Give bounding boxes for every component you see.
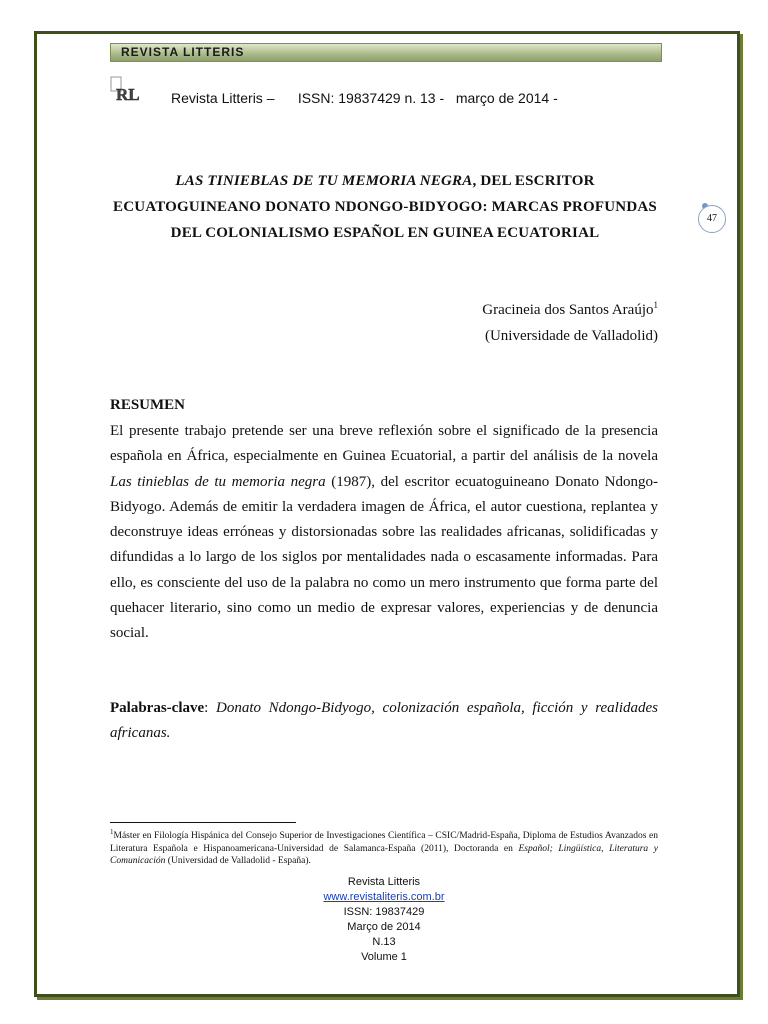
- banner-title: REVISTA LITTERIS: [121, 45, 245, 59]
- author-affiliation: (Universidade de Valladolid): [484, 328, 658, 344]
- colophon: [234, 875, 534, 965]
- abstract-heading: RESUMEN: [110, 397, 186, 413]
- footnote-mark: 1: [110, 828, 114, 836]
- colophon-date: Março de 2014: [347, 921, 421, 933]
- footnote-rule: [110, 822, 296, 823]
- issue-header: Revista Litteris – ISSN: 19837429 n. 13 - março de 2014 -: [171, 90, 558, 106]
- abstract-part-1: El presente trabajo pretende ser una breve reflexión sobre el significado de la presencia española en África, especialmente en Guinea Ecuatorial, a partir del análisis de la novela: [110, 423, 658, 465]
- keywords-separator: :: [204, 700, 216, 716]
- colophon-volume: Volume 1: [361, 951, 407, 963]
- footnote-text-a: Máster en Filología Hispánica del Consejo Superior de Investigaciones Científica – CSIC/Madrid-España, Diploma de Estudios Avanzados en Literatura Española e Hispanoamericana-Universidad de Salamanca-España (2011), Doctoranda en: [110, 831, 658, 854]
- logo-letters: RL: [116, 85, 140, 104]
- journal-website-link[interactable]: www.revistaliteris.com.br: [323, 891, 445, 903]
- keywords-label: Palabras-clave: [110, 700, 205, 716]
- footnote-text-b: (Universidad de Valladolid - España).: [165, 856, 311, 867]
- keywords: [110, 696, 658, 746]
- keywords-values: Donato Ndongo-Bidyogo, colonización española, ficción y realidades africanas.: [110, 700, 658, 741]
- journal-banner: [110, 43, 662, 62]
- colophon-issn: ISSN: 19837429: [343, 906, 425, 918]
- author-footnote-mark[interactable]: 1: [653, 300, 658, 310]
- journal-logo: [110, 76, 140, 104]
- author-name: Gracineia dos Santos Araújo: [482, 302, 654, 318]
- author-block: [300, 292, 658, 349]
- abstract-text: [110, 419, 658, 647]
- title-italic: LAS TINIEBLAS DE TU MEMORIA NEGRA: [175, 173, 473, 189]
- colophon-name: Revista Litteris: [347, 876, 421, 888]
- abstract-part-2: (1987), del escritor ecuatoguineano Donato Ndongo-Bidyogo. Además de emitir la verdadera imagen de África, el autor cuestiona, replantea y deconstruye ideas erróneas y distorsionadas sobre las realidades africanas, solidificadas y difundidas a lo largo de los siglos por mentalidades nada o escasamente informadas. Para ello, es consciente del uso de la palabra no como un mero instrumento que forma parte del quehacer literario, sino como un medio de expresar valores, experiencias y de denuncia social.: [110, 473, 658, 642]
- novel-title: Las tinieblas de tu memoria negra: [110, 473, 326, 490]
- colophon-number: N.13: [372, 936, 396, 948]
- article-title: [100, 168, 670, 246]
- footnote-italic: Español; Lingüística, Literatura y Comunicación: [110, 843, 658, 867]
- page-number: 47: [698, 205, 726, 233]
- footnote: [110, 826, 658, 868]
- title-rest: , DEL ESCRITOR ECUATOGUINEANO DONATO NDONGO-BIDYOGO: MARCAS PROFUNDAS DEL COLONIALISMO ESPAÑOL EN GUINEA ECUATORIAL: [113, 173, 657, 241]
